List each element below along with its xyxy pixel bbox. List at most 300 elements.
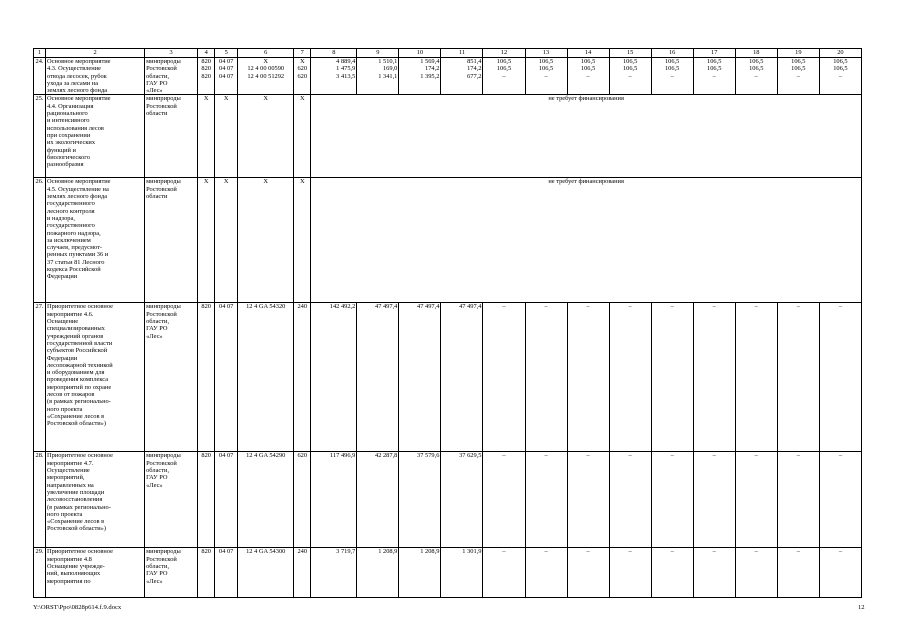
value: – [796, 548, 800, 556]
value-cell [735, 452, 777, 548]
value: 106,5 [749, 58, 764, 65]
value-cell [215, 58, 238, 95]
measure-name-line: пожарного надзора, [47, 229, 101, 237]
column-header: 16 [651, 49, 693, 58]
executor-cell [145, 95, 198, 178]
value: 820 [201, 452, 211, 460]
value: 3 719,7 [336, 548, 356, 556]
measure-name-line: (в рамках регионально- [47, 503, 111, 511]
measure-name-cell [46, 58, 145, 95]
value: 4 889,4 [336, 58, 356, 65]
column-header: 18 [735, 49, 777, 58]
value: – [754, 303, 758, 311]
value: 04 07 [219, 548, 234, 556]
value-cell [357, 303, 399, 452]
value: – [544, 303, 548, 311]
value: Х [263, 58, 269, 65]
executor-line: области [146, 193, 168, 201]
value-cell [525, 548, 567, 598]
table-row [34, 452, 862, 548]
measure-name-line: и интенсивного [47, 117, 90, 125]
value: 620 [297, 65, 308, 73]
executor-line: «Лес» [146, 87, 163, 95]
column-header: 5 [215, 49, 238, 58]
executor-line: «Лес» [146, 332, 163, 340]
measure-name-cell [46, 452, 145, 548]
value: – [754, 452, 758, 460]
measure-name-cell [46, 95, 145, 178]
value: 240 [297, 548, 308, 556]
measure-name-line: землях лесного фонда [47, 193, 108, 201]
value-cell [567, 452, 609, 548]
value-cell [399, 548, 441, 598]
value-cell [294, 452, 311, 548]
value-cell [735, 303, 777, 452]
executor-line: «Лес» [146, 577, 163, 585]
measure-name-line: государственного [47, 222, 95, 230]
column-header: 3 [145, 49, 198, 58]
header-row [34, 49, 862, 58]
value: 12 4 GA 54320 [246, 303, 286, 311]
measure-name-line: случаев, предусмот- [47, 244, 103, 252]
measure-name-line: 4.4. Организация [47, 102, 94, 110]
value-cell [483, 452, 525, 548]
measure-name-line: рационального [47, 110, 88, 118]
value-cell [567, 548, 609, 598]
value: – [796, 303, 800, 311]
value: 106,5 [707, 58, 722, 65]
table-row [34, 58, 862, 95]
measure-name-line: государственного [47, 200, 95, 208]
measure-name-line: мероприятия по [47, 577, 91, 585]
executor-cell [145, 548, 198, 598]
column-header: 14 [567, 49, 609, 58]
value: 106,5 [496, 58, 512, 65]
column-header: 7 [294, 49, 311, 58]
measure-name-line: функций и [47, 146, 76, 154]
value: – [838, 452, 843, 460]
executor-cell [145, 178, 198, 303]
executor-line: области, [146, 467, 170, 475]
no-financing-note: не требует финансирования [311, 95, 862, 178]
measure-name-line: лесного контроля [47, 207, 95, 215]
row-number: 29. [34, 548, 46, 598]
value: 174,2 [425, 65, 440, 73]
value-cell [215, 303, 238, 452]
value: 106,5 [664, 58, 680, 65]
executor-line: ГАУ РО [146, 474, 168, 482]
footer-file-path: Y:\ORST\Ppo\0828p614.f.9.docx [33, 604, 122, 611]
measure-name-line: за исключением [47, 236, 91, 244]
code-cell: Х [215, 178, 238, 303]
executor-line: минприроды [146, 95, 181, 103]
value: 820 [201, 303, 211, 311]
value: 04 07 [219, 452, 234, 460]
value-cell [693, 58, 735, 95]
value: 106,5 [496, 65, 512, 73]
value-cell [215, 452, 238, 548]
value-cell [238, 452, 294, 548]
value-cell [525, 452, 567, 548]
value: 820 [201, 548, 211, 556]
value: – [544, 548, 548, 556]
value-cell [483, 58, 525, 95]
value: 106,5 [580, 65, 596, 73]
value: – [796, 452, 800, 460]
executor-line: Ростовской [146, 310, 177, 318]
measure-name-line: ренных пунктами 36 и [47, 251, 109, 259]
value-cell [735, 58, 777, 95]
measure-name-line: 4.3. Осуществление [47, 65, 101, 73]
column-header: 11 [441, 49, 483, 58]
measure-name-line: Основное мероприятие [47, 58, 111, 65]
value: 1 341,1 [378, 72, 398, 80]
value-cell [567, 303, 609, 452]
value: 47 497,4 [375, 303, 398, 311]
measure-name-line: мероприятие 4.8 [47, 555, 92, 563]
measure-name-line: Приоритетное основное [47, 452, 113, 460]
row-number: 28. [34, 452, 46, 548]
value-cell [357, 58, 399, 95]
value: 620 [297, 72, 308, 80]
value: – [628, 548, 632, 556]
measure-name-line: лесов от пожаров [47, 391, 95, 399]
executor-line: минприроды [146, 303, 181, 311]
executor-cell [145, 452, 198, 548]
no-financing-note: не требует финансирования [311, 178, 862, 303]
value: 37 629,5 [459, 452, 482, 460]
executor-line: ГАУ РО [146, 570, 168, 578]
measure-name-line: их экологических [47, 139, 96, 147]
value: – [754, 72, 758, 80]
measure-name-line: Оснащение учрежде- [47, 563, 105, 571]
executor-cell [145, 58, 198, 95]
code-cell: Х [294, 95, 311, 178]
value: 04 07 [219, 72, 234, 80]
value-cell [198, 303, 215, 452]
value-cell [819, 548, 861, 598]
row-number: 27. [34, 303, 46, 452]
measure-name-line: «Сохранение лесов в [47, 518, 105, 526]
value-cell [651, 58, 693, 95]
value: 1 475,9 [336, 65, 356, 73]
value: 04 07 [219, 65, 234, 73]
value: – [502, 548, 506, 556]
executor-line: «Лес» [146, 481, 163, 489]
value: 142 492,2 [329, 303, 356, 311]
value: 12 4 00 00590 [247, 65, 285, 73]
value: – [838, 303, 843, 311]
code-cell: Х [215, 95, 238, 178]
value: 820 [201, 72, 211, 80]
value: – [586, 452, 590, 460]
measure-name-line: при сохранении [47, 131, 91, 139]
value: 3 413,5 [336, 72, 356, 80]
measure-name-line: и надзора, [47, 214, 75, 222]
column-header: 10 [399, 49, 441, 58]
measure-name-line: субъектов Российской [47, 347, 108, 355]
executor-line: области, [146, 72, 170, 80]
value: – [670, 548, 674, 556]
measure-name-line: Федерации [47, 354, 78, 362]
executor-line: области, [146, 563, 170, 571]
measure-name-line: землях лесного фонда [47, 87, 108, 95]
executor-line: Ростовской [146, 102, 177, 110]
value-cell [651, 548, 693, 598]
executor-line: минприроды [146, 58, 181, 65]
value-cell [294, 58, 311, 95]
budget-table [33, 48, 862, 598]
executor-line: минприроды [146, 452, 181, 460]
value-cell [441, 548, 483, 598]
row-number: 24. [34, 58, 46, 95]
value-cell [311, 58, 357, 95]
column-header: 8 [311, 49, 357, 58]
value: – [670, 452, 674, 460]
measure-name-line: мероприятий по охране [47, 383, 112, 391]
value-cell [693, 452, 735, 548]
measure-name-line: специализированных [47, 325, 105, 333]
column-header: 17 [693, 49, 735, 58]
value: – [712, 452, 716, 460]
measure-name-line: ного проекта [47, 405, 83, 413]
value-cell [483, 548, 525, 598]
value: – [544, 72, 548, 80]
measure-name-line: ухода за лесами на [47, 79, 99, 87]
value: 42 287,8 [375, 452, 398, 460]
code-cell: Х [294, 178, 311, 303]
value: – [712, 72, 716, 80]
value: 106,5 [664, 65, 680, 73]
table-row [34, 95, 862, 178]
value: 106,5 [538, 58, 554, 65]
value: 04 07 [219, 58, 234, 65]
measure-name-cell [46, 303, 145, 452]
measure-name-line: биологического [47, 153, 90, 161]
executor-cell [145, 303, 198, 452]
column-header: 13 [525, 49, 567, 58]
value: 1 510,1 [378, 58, 398, 65]
value-cell [399, 452, 441, 548]
measure-name-line: лесовосстановления [47, 496, 103, 504]
measure-name-cell [46, 178, 145, 303]
value-cell [294, 303, 311, 452]
measure-name-line: Приоритетное основное [47, 548, 113, 556]
measure-name-line: мероприятие 4.6. [47, 310, 94, 318]
value-cell [609, 548, 651, 598]
measure-name-line: направленных на [47, 481, 94, 489]
column-header: 9 [357, 49, 399, 58]
value: 106,5 [833, 65, 848, 73]
measure-name-line: «Сохранение лесов в [47, 412, 105, 420]
value: 620 [297, 452, 308, 460]
value-cell [311, 303, 357, 452]
value: 169,0 [382, 65, 398, 73]
value-cell [735, 548, 777, 598]
measure-name-line: мероприятие 4.7. [47, 459, 94, 467]
column-header: 1 [34, 49, 46, 58]
value: 1 208,9 [420, 548, 440, 556]
value-cell [777, 58, 819, 95]
value: – [628, 303, 632, 311]
value: – [670, 72, 674, 80]
page-number: 12 [858, 604, 865, 611]
value: 677,2 [467, 72, 482, 80]
value-cell [819, 452, 861, 548]
column-header: 15 [609, 49, 651, 58]
measure-name-line: Ростовской области») [47, 525, 106, 533]
measure-name-line: отвода лесосек, рубок [47, 72, 107, 80]
value-cell [441, 58, 483, 95]
value-cell [777, 548, 819, 598]
value: 820 [201, 65, 211, 73]
value: – [838, 548, 843, 556]
value: 106,5 [791, 58, 806, 65]
value: 106,5 [791, 65, 806, 73]
value: – [670, 303, 674, 311]
value: 240 [297, 303, 308, 311]
value: 851,4 [467, 58, 482, 65]
measure-name-line: и оборудованием для [47, 369, 105, 377]
table-row [34, 303, 862, 452]
measure-name-line: использования лесов [47, 124, 104, 132]
code-cell: Х [238, 95, 294, 178]
value: – [628, 72, 632, 80]
value: 47 497,4 [417, 303, 440, 311]
value-cell [567, 58, 609, 95]
executor-line: ГАУ РО [146, 325, 168, 333]
value-cell [441, 452, 483, 548]
executor-line: Ростовской [146, 459, 177, 467]
value-cell [693, 548, 735, 598]
column-header: 12 [483, 49, 525, 58]
value: 37 579,6 [417, 452, 440, 460]
row-number: 25. [34, 95, 46, 178]
measure-name-line: 4.5. Осуществление на [47, 185, 109, 193]
value: 106,5 [538, 65, 554, 73]
measure-name-line: учреждений органов [47, 332, 104, 340]
value: – [502, 72, 506, 80]
value-cell [609, 303, 651, 452]
measure-name-line: разнообразия [47, 161, 84, 169]
code-cell: Х [198, 178, 215, 303]
value-cell [651, 303, 693, 452]
executor-line: области, [146, 318, 170, 326]
value-cell [357, 452, 399, 548]
measure-name-line: проведения комплекса [47, 376, 109, 384]
column-header: 19 [777, 49, 819, 58]
executor-line: Ростовской [146, 185, 177, 193]
column-header: 2 [46, 49, 145, 58]
value-cell [198, 58, 215, 95]
code-cell: Х [238, 178, 294, 303]
value: 12 4 00 51292 [247, 72, 285, 80]
executor-line: Ростовской [146, 555, 177, 563]
measure-name-line: кодекса Российской [47, 266, 101, 274]
value: – [838, 72, 843, 80]
value: 106,5 [622, 58, 638, 65]
value: 12 4 GA 54300 [246, 548, 286, 556]
value-cell [238, 58, 294, 95]
value-cell [651, 452, 693, 548]
value: 1 301,9 [462, 548, 482, 556]
value: 106,5 [749, 65, 764, 73]
value: – [712, 303, 716, 311]
measure-name-line: Федерации [47, 273, 78, 281]
value-cell [311, 548, 357, 598]
value: Х [299, 58, 305, 65]
column-header: 6 [238, 49, 294, 58]
value: – [712, 548, 716, 556]
value-cell [198, 452, 215, 548]
measure-name-line: мероприятий, [47, 474, 85, 482]
executor-line: минприроды [146, 178, 181, 186]
measure-name-line: Ростовской области») [47, 420, 106, 428]
value: – [754, 548, 758, 556]
value: – [586, 303, 590, 311]
value: – [544, 452, 548, 460]
value-cell [777, 303, 819, 452]
measure-name-line: (в рамках регионально- [47, 398, 111, 406]
value: 174,2 [467, 65, 482, 73]
value-cell [294, 548, 311, 598]
measure-name-line: ний, выполняющих [47, 570, 101, 578]
value-cell [819, 303, 861, 452]
value: 106,5 [580, 58, 596, 65]
value-cell [311, 452, 357, 548]
measure-name-line: государственной власти [47, 339, 113, 347]
measure-name-line: 37 статьи 81 Лесного [47, 258, 105, 266]
value-cell [357, 548, 399, 598]
measure-name-line: Осуществление [47, 467, 90, 475]
measure-name-line: ного проекта [47, 510, 83, 518]
executor-line: области [146, 110, 168, 118]
measure-name-line: Основное мероприятие [47, 95, 111, 103]
executor-line: Ростовской [146, 65, 177, 73]
value: 106,5 [707, 65, 722, 73]
value: – [502, 303, 506, 311]
value-cell [238, 548, 294, 598]
value-cell [609, 58, 651, 95]
value: 12 4 GA 54290 [246, 452, 286, 460]
value-cell [609, 452, 651, 548]
measure-name-cell [46, 548, 145, 598]
measure-name-line: увеличение площади [47, 488, 105, 496]
value: 820 [201, 58, 211, 65]
code-cell: Х [198, 95, 215, 178]
value: 117 496,9 [330, 452, 356, 460]
value-cell [483, 303, 525, 452]
value-cell [525, 58, 567, 95]
value-cell [693, 303, 735, 452]
value: 1 395,2 [420, 72, 440, 80]
value: – [586, 72, 590, 80]
row-number: 26. [34, 178, 46, 303]
value-cell [215, 548, 238, 598]
measure-name-line: Основное мероприятие [47, 178, 111, 186]
table-row [34, 178, 862, 303]
value-cell [441, 303, 483, 452]
value: 1 569,4 [420, 58, 440, 65]
value-cell [399, 58, 441, 95]
value: 106,5 [622, 65, 638, 73]
value-cell [525, 303, 567, 452]
value: 106,5 [833, 58, 848, 65]
value: – [502, 452, 506, 460]
measure-name-line: лесопожарной техникой [47, 361, 113, 369]
value: 47 497,4 [459, 303, 482, 311]
value: 04 07 [219, 303, 234, 311]
